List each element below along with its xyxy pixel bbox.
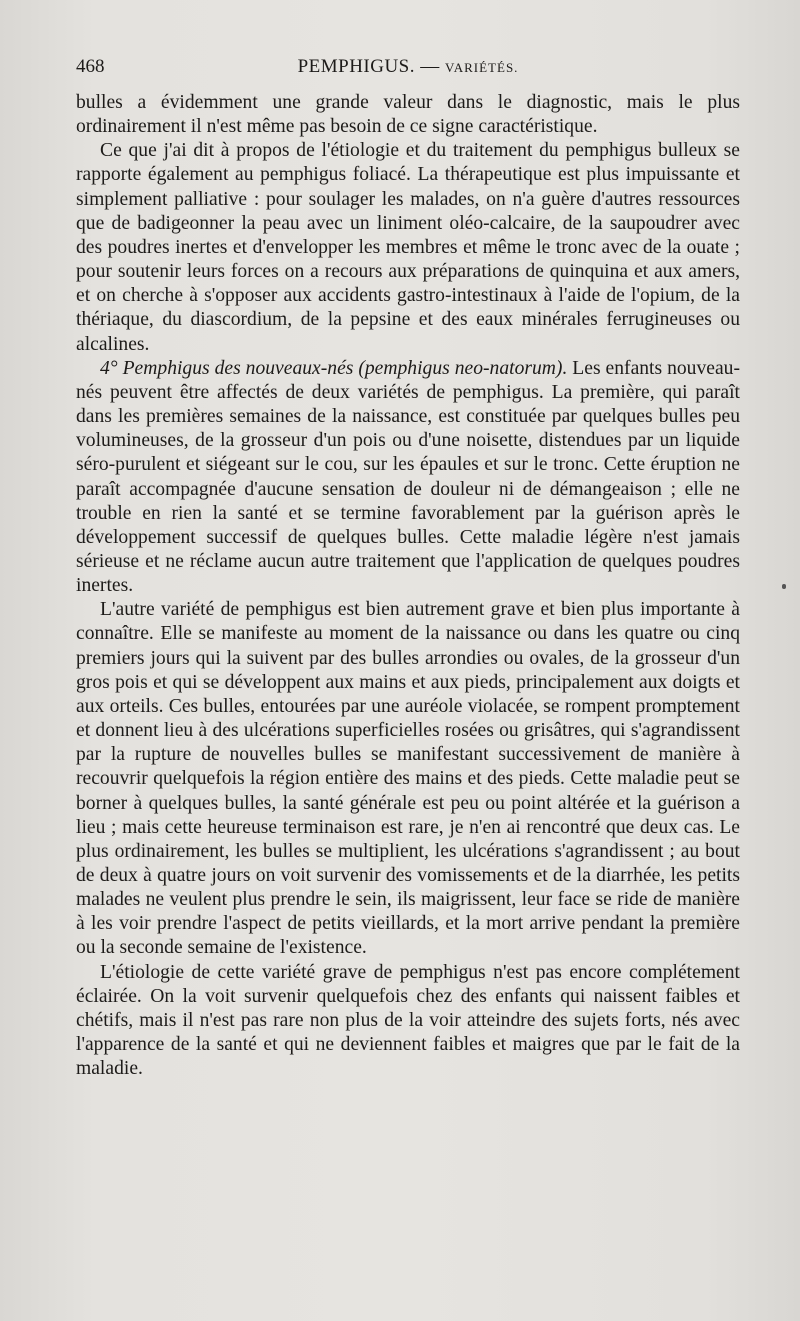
page-number: 468: [76, 56, 105, 77]
paragraph-continued: bulles a évidemment une grande valeur dans le diagnostic, mais le plus ordinairement il n'est même pas besoin de ce signe caractéristique.: [76, 92, 740, 138]
paragraph-newborn: [76, 357, 740, 599]
paragraph-severe-variety: L'autre variété de pemphigus est bien autrement grave et bien plus importante à connaître. Elle se manifeste au moment de la naissance ou dans les quatre ou cinq premiers jours qui la suivent par des bulles arrondies ou ovales, de la grosseur d'un gros pois et qui se développent aux mains et aux pieds, principalement aux doigts et aux orteils. Ces bulles, entourées par une auréole violacée, se rompent promptement et donnent lieu à des ulcérations superficielles rosées ou grisâtres, qui s'agrandissent par la rupture de nouvelles bulles se manifestant successivement de manière à recouvrir quelquefois la région entière des mains et des pieds. Cette maladie peut se borner à quelques bulles, la santé générale est peu ou point altérée et la guérison a lieu ; mais cette heureuse terminaison est rare, je n'en ai rencontré que deux cas. Le plus ordinairement, les bulles se multiplient, les ulcérations s'agrandissent ; au bout de deux à quatre jours on voit survenir des vomissements et de la diarrhée, les petits malades ne veulent plus prendre le sein, ils maigrissent, leur face se ride de manière à les voir prendre l'aspect de petits vieillards, et la mort arrive pendant la première ou la seconde semaine de l'existence.: [76, 599, 740, 959]
running-section: VARIÉTÉS.: [445, 60, 519, 75]
paragraph-treatment: Ce que j'ai dit à propos de l'étiologie et du traitement du pemphigus bulleux se rapporte également au pemphigus foliacé. La thérapeutique est plus impuissante et simplement palliative : pour soulager les malades, on n'a guère d'autres ressources que de badigeonner la peau avec un liniment oléo-calcaire, de la saupoudrer avec des poudres inertes et d'envelopper les membres et même le tronc avec de la ouate ; pour soutenir leurs forces on a recours aux préparations de quinquina et aux amers, et on cherche à s'opposer aux accidents gastro-intestinaux à l'aide de l'opium, de la thériaque, du diascordium, de la pepsine et des eaux minérales ferrugineuses ou alcalines.: [76, 140, 740, 355]
running-title: PEMPHIGUS.: [297, 56, 416, 77]
paragraph-etiology: L'étiologie de cette variété grave de pemphigus n'est pas encore complétement éclairée. On la voit survenir quelquefois chez des enfants qui naissent faibles et chétifs, mais il n'est pas rare non plus de la voir atteindre des sujets forts, nés avec l'apparence de la santé et qui ne deviennent faibles et maigres que par le fait de la maladie.: [76, 961, 740, 1080]
page-header: [76, 56, 740, 88]
paragraph-newborn-text: Les enfants nouveau-nés peuvent être affectés de deux variétés de pemphigus. La première, qui paraît dans les premières semaines de la naissance, est constituée par quelques bulles peu volumineuses, de la grosseur d'un pois ou d'une noisette, distendues par un liquide séro-purulent et siégeant sur le cou, sur les épaules et sur le tronc. Cette éruption ne paraît accompagnée d'aucune sensation de douleur ni de démangeaison ; elle ne trouble en rien la santé et se termine favorablement par la guérison après le développement successif de quelques bulles. Cette maladie légère n'est jamais sérieuse et ne réclame aucun autre traitement que l'application de quelques poudres inertes.: [76, 357, 740, 597]
page-body: [76, 91, 740, 1081]
running-dash: —: [415, 56, 446, 77]
ink-speck: [782, 584, 786, 589]
running-head: [76, 56, 740, 78]
section-heading-newborn: 4° Pemphigus des nouveaux-nés (pemphigus neo-natorum).: [100, 357, 568, 379]
